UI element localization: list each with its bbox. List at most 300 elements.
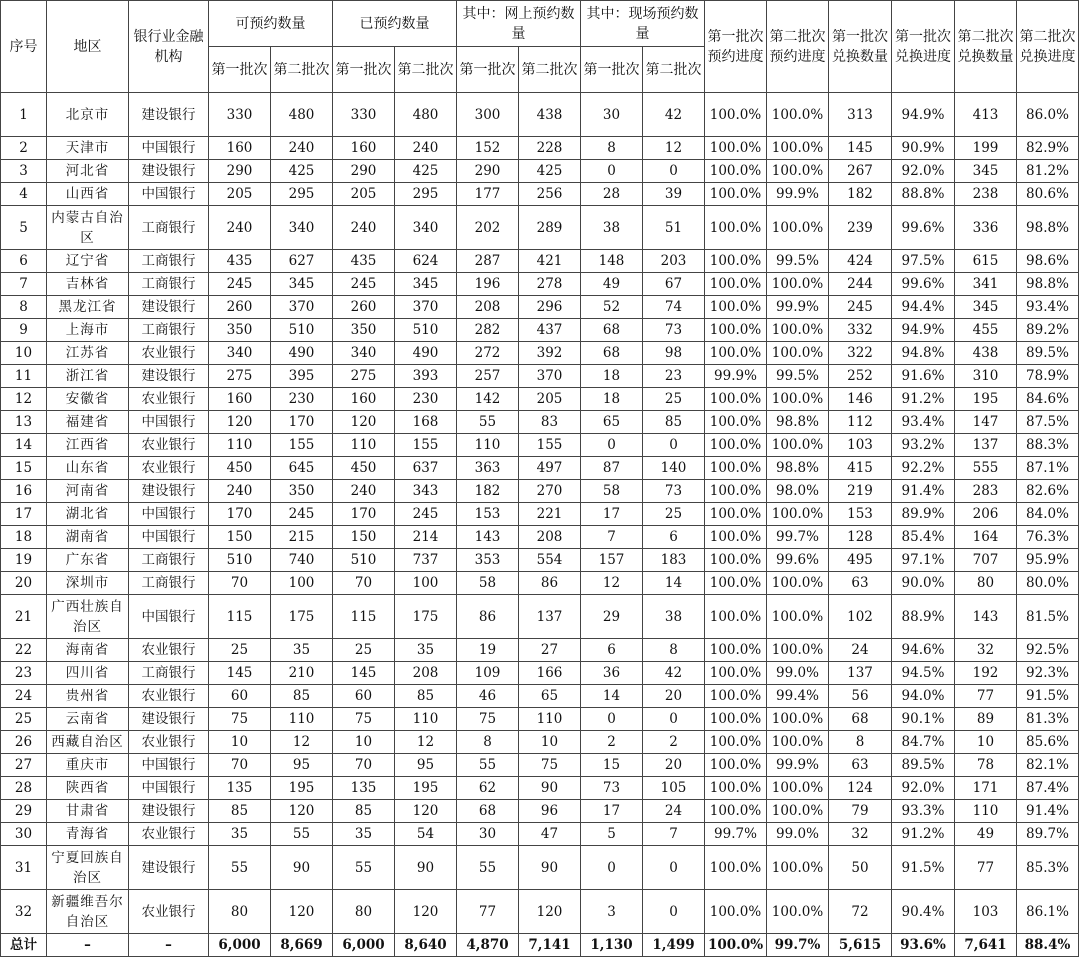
online-b1-cell: 109 — [457, 662, 519, 685]
onsite-b2-cell: 0 — [643, 708, 705, 731]
bank-cell: 农业银行 — [129, 890, 209, 934]
avail-b2-cell: 425 — [271, 160, 333, 183]
table-row — [1, 731, 1079, 754]
onsite-b2-cell: 14 — [643, 572, 705, 595]
exchange-count-b2-cell: 345 — [955, 160, 1017, 183]
exchange-progress-b1-cell: 99.6% — [892, 206, 955, 250]
bank-cell: 农业银行 — [129, 388, 209, 411]
bank-cell: 农业银行 — [129, 342, 209, 365]
region-cell: 新疆维吾尔自治区 — [47, 890, 129, 934]
exchange-count-b1-cell: 137 — [829, 662, 892, 685]
reserved-b2-cell: 295 — [395, 183, 457, 206]
reserved-b2-cell: 35 — [395, 639, 457, 662]
reserved-b2-cell: 85 — [395, 685, 457, 708]
progress-b2-cell: 99.9% — [767, 754, 829, 777]
seq-cell: 30 — [1, 823, 47, 846]
progress-b1-cell: 100.0% — [705, 296, 767, 319]
total-avail-b2-cell: 8,669 — [271, 934, 333, 957]
onsite-b1-cell: 18 — [581, 365, 643, 388]
avail-b1-cell: 55 — [209, 846, 271, 890]
total-online-b2-cell: 7,141 — [519, 934, 581, 957]
exchange-count-b1-cell: 424 — [829, 250, 892, 273]
table-row — [1, 206, 1079, 250]
seq-cell: 3 — [1, 160, 47, 183]
exchange-progress-b2-cell: 92.3% — [1017, 662, 1079, 685]
region-cell: 陕西省 — [47, 777, 129, 800]
table-row — [1, 754, 1079, 777]
header-seq: 序号 — [1, 1, 47, 93]
exchange-count-b2-cell: 438 — [955, 342, 1017, 365]
exchange-count-b2-cell: 283 — [955, 480, 1017, 503]
total-exchange-progress-b1-cell: 93.6% — [892, 934, 955, 957]
exchange-count-b1-cell: 252 — [829, 365, 892, 388]
avail-b1-cell: 110 — [209, 434, 271, 457]
onsite-b2-cell: 74 — [643, 296, 705, 319]
avail-b1-cell: 240 — [209, 480, 271, 503]
region-cell: 辽宁省 — [47, 250, 129, 273]
exchange-progress-b2-cell: 86.0% — [1017, 93, 1079, 137]
online-b1-cell: 208 — [457, 296, 519, 319]
exchange-progress-b1-cell: 91.2% — [892, 388, 955, 411]
exchange-progress-b2-cell: 87.1% — [1017, 457, 1079, 480]
avail-b1-cell: 60 — [209, 685, 271, 708]
exchange-progress-b2-cell: 91.5% — [1017, 685, 1079, 708]
reserved-b2-cell: 95 — [395, 754, 457, 777]
online-b2-cell: 421 — [519, 250, 581, 273]
reserved-b1-cell: 80 — [333, 890, 395, 934]
progress-b1-cell: 100.0% — [705, 319, 767, 342]
total-bank-cell: – — [129, 934, 209, 957]
exchange-progress-b1-cell: 92.0% — [892, 777, 955, 800]
bank-cell: 中国银行 — [129, 411, 209, 434]
bank-cell: 工商银行 — [129, 250, 209, 273]
avail-b1-cell: 275 — [209, 365, 271, 388]
seq-cell: 24 — [1, 685, 47, 708]
exchange-count-b1-cell: 56 — [829, 685, 892, 708]
bank-cell: 工商银行 — [129, 206, 209, 250]
progress-b1-cell: 100.0% — [705, 388, 767, 411]
table-row — [1, 800, 1079, 823]
reserved-b2-cell: 175 — [395, 595, 457, 639]
exchange-progress-b1-cell: 88.8% — [892, 183, 955, 206]
reserved-b1-cell: 160 — [333, 388, 395, 411]
bank-cell: 工商银行 — [129, 572, 209, 595]
exchange-count-b1-cell: 128 — [829, 526, 892, 549]
progress-b2-cell: 100.0% — [767, 890, 829, 934]
online-b1-cell: 287 — [457, 250, 519, 273]
progress-b1-cell: 100.0% — [705, 480, 767, 503]
exchange-count-b1-cell: 239 — [829, 206, 892, 250]
progress-b2-cell: 100.0% — [767, 319, 829, 342]
onsite-b2-cell: 203 — [643, 250, 705, 273]
avail-b1-cell: 170 — [209, 503, 271, 526]
progress-b1-cell: 100.0% — [705, 549, 767, 572]
region-cell: 河北省 — [47, 160, 129, 183]
region-cell: 吉林省 — [47, 273, 129, 296]
exchange-count-b2-cell: 32 — [955, 639, 1017, 662]
header-reserved: 已预约数量 — [333, 1, 457, 47]
onsite-b1-cell: 30 — [581, 93, 643, 137]
reserved-b2-cell: 425 — [395, 160, 457, 183]
table-row — [1, 434, 1079, 457]
avail-b1-cell: 245 — [209, 273, 271, 296]
seq-cell: 23 — [1, 662, 47, 685]
progress-b2-cell: 98.8% — [767, 411, 829, 434]
avail-b2-cell: 645 — [271, 457, 333, 480]
progress-b2-cell: 100.0% — [767, 503, 829, 526]
exchange-progress-b2-cell: 81.2% — [1017, 160, 1079, 183]
onsite-b2-cell: 105 — [643, 777, 705, 800]
header-batch1: 第一批次 — [209, 47, 271, 93]
seq-cell: 4 — [1, 183, 47, 206]
online-b2-cell: 27 — [519, 639, 581, 662]
avail-b2-cell: 155 — [271, 434, 333, 457]
exchange-count-b2-cell: 78 — [955, 754, 1017, 777]
avail-b2-cell: 627 — [271, 250, 333, 273]
exchange-progress-b2-cell: 80.0% — [1017, 572, 1079, 595]
seq-cell: 20 — [1, 572, 47, 595]
region-cell: 青海省 — [47, 823, 129, 846]
region-cell: 海南省 — [47, 639, 129, 662]
table-row — [1, 708, 1079, 731]
exchange-progress-b2-cell: 89.7% — [1017, 823, 1079, 846]
total-online-b1-cell: 4,870 — [457, 934, 519, 957]
table-row — [1, 480, 1079, 503]
table-row — [1, 639, 1079, 662]
online-b2-cell: 155 — [519, 434, 581, 457]
reserved-b2-cell: 343 — [395, 480, 457, 503]
total-reserved-b2-cell: 8,640 — [395, 934, 457, 957]
seq-cell: 21 — [1, 595, 47, 639]
exchange-count-b1-cell: 102 — [829, 595, 892, 639]
exchange-count-b2-cell: 49 — [955, 823, 1017, 846]
region-cell: 四川省 — [47, 662, 129, 685]
exchange-count-b2-cell: 171 — [955, 777, 1017, 800]
exchange-progress-b1-cell: 93.3% — [892, 800, 955, 823]
online-b1-cell: 19 — [457, 639, 519, 662]
online-b1-cell: 353 — [457, 549, 519, 572]
exchange-count-b2-cell: 310 — [955, 365, 1017, 388]
reserved-b1-cell: 145 — [333, 662, 395, 685]
avail-b2-cell: 395 — [271, 365, 333, 388]
progress-b1-cell: 100.0% — [705, 846, 767, 890]
onsite-b1-cell: 0 — [581, 434, 643, 457]
avail-b2-cell: 100 — [271, 572, 333, 595]
exchange-progress-b1-cell: 94.6% — [892, 639, 955, 662]
exchange-count-b2-cell: 103 — [955, 890, 1017, 934]
online-b2-cell: 256 — [519, 183, 581, 206]
exchange-progress-b2-cell: 82.6% — [1017, 480, 1079, 503]
seq-cell: 28 — [1, 777, 47, 800]
online-b2-cell: 370 — [519, 365, 581, 388]
bank-cell: 中国银行 — [129, 183, 209, 206]
bank-cell: 中国银行 — [129, 137, 209, 160]
onsite-b1-cell: 87 — [581, 457, 643, 480]
progress-b2-cell: 100.0% — [767, 388, 829, 411]
onsite-b1-cell: 68 — [581, 342, 643, 365]
region-cell: 安徽省 — [47, 388, 129, 411]
exchange-count-b2-cell: 206 — [955, 503, 1017, 526]
onsite-b1-cell: 3 — [581, 890, 643, 934]
online-b1-cell: 75 — [457, 708, 519, 731]
bank-cell: 农业银行 — [129, 457, 209, 480]
exchange-progress-b2-cell: 81.3% — [1017, 708, 1079, 731]
avail-b2-cell: 12 — [271, 731, 333, 754]
seq-cell: 31 — [1, 846, 47, 890]
online-b1-cell: 177 — [457, 183, 519, 206]
reserved-b2-cell: 120 — [395, 890, 457, 934]
seq-cell: 15 — [1, 457, 47, 480]
table-row — [1, 526, 1079, 549]
progress-b1-cell: 100.0% — [705, 890, 767, 934]
bank-cell: 农业银行 — [129, 823, 209, 846]
reserved-b1-cell: 275 — [333, 365, 395, 388]
table-row — [1, 183, 1079, 206]
exchange-count-b1-cell: 124 — [829, 777, 892, 800]
avail-b1-cell: 80 — [209, 890, 271, 934]
reserved-b1-cell: 240 — [333, 480, 395, 503]
online-b2-cell: 554 — [519, 549, 581, 572]
header-b1-exchange-count: 第一批次兑换数量 — [829, 1, 892, 93]
progress-b1-cell: 100.0% — [705, 273, 767, 296]
exchange-progress-b1-cell: 97.5% — [892, 250, 955, 273]
seq-cell: 17 — [1, 503, 47, 526]
reserved-b1-cell: 35 — [333, 823, 395, 846]
bank-cell: 建设银行 — [129, 160, 209, 183]
onsite-b1-cell: 7 — [581, 526, 643, 549]
onsite-b1-cell: 0 — [581, 846, 643, 890]
avail-b1-cell: 75 — [209, 708, 271, 731]
exchange-progress-b1-cell: 91.2% — [892, 823, 955, 846]
onsite-b1-cell: 52 — [581, 296, 643, 319]
table-row — [1, 890, 1079, 934]
avail-b2-cell: 195 — [271, 777, 333, 800]
bank-cell: 中国银行 — [129, 595, 209, 639]
avail-b1-cell: 340 — [209, 342, 271, 365]
reserved-b1-cell: 10 — [333, 731, 395, 754]
online-b2-cell: 296 — [519, 296, 581, 319]
header-batch2: 第二批次 — [395, 47, 457, 93]
region-cell: 广东省 — [47, 549, 129, 572]
exchange-count-b2-cell: 77 — [955, 685, 1017, 708]
table-row — [1, 823, 1079, 846]
onsite-b1-cell: 65 — [581, 411, 643, 434]
exchange-count-b2-cell: 110 — [955, 800, 1017, 823]
progress-b2-cell: 99.5% — [767, 250, 829, 273]
onsite-b2-cell: 25 — [643, 388, 705, 411]
exchange-progress-b1-cell: 90.0% — [892, 572, 955, 595]
avail-b2-cell: 90 — [271, 846, 333, 890]
reserved-b2-cell: 54 — [395, 823, 457, 846]
reserved-b1-cell: 205 — [333, 183, 395, 206]
region-cell: 江西省 — [47, 434, 129, 457]
exchange-progress-b2-cell: 76.3% — [1017, 526, 1079, 549]
onsite-b1-cell: 68 — [581, 319, 643, 342]
avail-b2-cell: 215 — [271, 526, 333, 549]
exchange-progress-b2-cell: 91.4% — [1017, 800, 1079, 823]
avail-b2-cell: 55 — [271, 823, 333, 846]
reserved-b2-cell: 195 — [395, 777, 457, 800]
progress-b1-cell: 100.0% — [705, 183, 767, 206]
header-b2-exchange-count: 第二批次兑换数量 — [955, 1, 1017, 93]
exchange-count-b1-cell: 32 — [829, 823, 892, 846]
exchange-progress-b1-cell: 92.2% — [892, 457, 955, 480]
bank-cell: 工商银行 — [129, 549, 209, 572]
seq-cell: 2 — [1, 137, 47, 160]
avail-b1-cell: 10 — [209, 731, 271, 754]
online-b2-cell: 120 — [519, 890, 581, 934]
exchange-progress-b2-cell: 88.3% — [1017, 434, 1079, 457]
region-cell: 西藏自治区 — [47, 731, 129, 754]
exchange-progress-b1-cell: 88.9% — [892, 595, 955, 639]
onsite-b2-cell: 25 — [643, 503, 705, 526]
avail-b1-cell: 205 — [209, 183, 271, 206]
reserved-b2-cell: 90 — [395, 846, 457, 890]
exchange-progress-b2-cell: 89.5% — [1017, 342, 1079, 365]
total-onsite-b1-cell: 1,130 — [581, 934, 643, 957]
header-b2-exchange-progress: 第二批次兑换进度 — [1017, 1, 1079, 93]
avail-b2-cell: 175 — [271, 595, 333, 639]
bank-cell: 工商银行 — [129, 319, 209, 342]
exchange-count-b1-cell: 103 — [829, 434, 892, 457]
progress-b1-cell: 100.0% — [705, 662, 767, 685]
reserved-b1-cell: 120 — [333, 411, 395, 434]
progress-b1-cell: 100.0% — [705, 342, 767, 365]
online-b1-cell: 62 — [457, 777, 519, 800]
exchange-progress-b2-cell: 89.2% — [1017, 319, 1079, 342]
exchange-progress-b1-cell: 89.5% — [892, 754, 955, 777]
region-cell: 福建省 — [47, 411, 129, 434]
online-b1-cell: 196 — [457, 273, 519, 296]
online-b2-cell: 425 — [519, 160, 581, 183]
reserved-b1-cell: 260 — [333, 296, 395, 319]
avail-b1-cell: 290 — [209, 160, 271, 183]
total-progress-b1-cell: 100.0% — [705, 934, 767, 957]
avail-b2-cell: 370 — [271, 296, 333, 319]
exchange-count-b2-cell: 555 — [955, 457, 1017, 480]
exchange-progress-b1-cell: 97.1% — [892, 549, 955, 572]
total-exchange-count-b1-cell: 5,615 — [829, 934, 892, 957]
onsite-b1-cell: 5 — [581, 823, 643, 846]
seq-cell: 25 — [1, 708, 47, 731]
avail-b2-cell: 245 — [271, 503, 333, 526]
progress-b2-cell: 99.7% — [767, 526, 829, 549]
onsite-b2-cell: 42 — [643, 662, 705, 685]
progress-b1-cell: 100.0% — [705, 93, 767, 137]
bank-cell: 建设银行 — [129, 480, 209, 503]
progress-b1-cell: 100.0% — [705, 685, 767, 708]
total-exchange-count-b2-cell: 7,641 — [955, 934, 1017, 957]
onsite-b2-cell: 8 — [643, 639, 705, 662]
region-cell: 湖北省 — [47, 503, 129, 526]
onsite-b1-cell: 15 — [581, 754, 643, 777]
online-b1-cell: 300 — [457, 93, 519, 137]
avail-b1-cell: 330 — [209, 93, 271, 137]
progress-b1-cell: 100.0% — [705, 526, 767, 549]
seq-cell: 8 — [1, 296, 47, 319]
reserved-b2-cell: 120 — [395, 800, 457, 823]
reserved-b2-cell: 230 — [395, 388, 457, 411]
header-onsite: 其中：现场预约数量 — [581, 1, 705, 47]
exchange-count-b1-cell: 245 — [829, 296, 892, 319]
online-b2-cell: 96 — [519, 800, 581, 823]
table-row — [1, 595, 1079, 639]
avail-b2-cell: 240 — [271, 137, 333, 160]
online-b1-cell: 290 — [457, 160, 519, 183]
region-cell: 湖南省 — [47, 526, 129, 549]
exchange-count-b2-cell: 238 — [955, 183, 1017, 206]
online-b1-cell: 272 — [457, 342, 519, 365]
onsite-b1-cell: 14 — [581, 685, 643, 708]
online-b1-cell: 8 — [457, 731, 519, 754]
seq-cell: 10 — [1, 342, 47, 365]
exchange-count-b1-cell: 8 — [829, 731, 892, 754]
exchange-progress-b2-cell: 95.9% — [1017, 549, 1079, 572]
total-seq-cell: 总计 — [1, 934, 47, 957]
table-row — [1, 273, 1079, 296]
reserved-b1-cell: 60 — [333, 685, 395, 708]
onsite-b2-cell: 24 — [643, 800, 705, 823]
onsite-b2-cell: 0 — [643, 846, 705, 890]
progress-b1-cell: 99.7% — [705, 823, 767, 846]
exchange-progress-b1-cell: 94.9% — [892, 93, 955, 137]
reserved-b2-cell: 490 — [395, 342, 457, 365]
total-progress-b2-cell: 99.7% — [767, 934, 829, 957]
exchange-count-b1-cell: 50 — [829, 846, 892, 890]
onsite-b2-cell: 2 — [643, 731, 705, 754]
onsite-b2-cell: 20 — [643, 685, 705, 708]
header-batch1: 第一批次 — [457, 47, 519, 93]
reserved-b2-cell: 637 — [395, 457, 457, 480]
seq-cell: 13 — [1, 411, 47, 434]
exchange-progress-b1-cell: 85.4% — [892, 526, 955, 549]
onsite-b2-cell: 6 — [643, 526, 705, 549]
table-row — [1, 549, 1079, 572]
progress-b2-cell: 100.0% — [767, 708, 829, 731]
bank-cell: 中国银行 — [129, 777, 209, 800]
online-b2-cell: 270 — [519, 480, 581, 503]
online-b2-cell: 437 — [519, 319, 581, 342]
reserved-b1-cell: 150 — [333, 526, 395, 549]
online-b2-cell: 86 — [519, 572, 581, 595]
reserved-b1-cell: 510 — [333, 549, 395, 572]
online-b1-cell: 58 — [457, 572, 519, 595]
progress-b2-cell: 100.0% — [767, 434, 829, 457]
header-row-1 — [1, 1, 1079, 47]
reserved-b1-cell: 70 — [333, 754, 395, 777]
header-bank: 银行业金融机构 — [129, 1, 209, 93]
progress-b2-cell: 100.0% — [767, 93, 829, 137]
total-exchange-progress-b2-cell: 88.4% — [1017, 934, 1079, 957]
onsite-b2-cell: 20 — [643, 754, 705, 777]
onsite-b1-cell: 73 — [581, 777, 643, 800]
onsite-b1-cell: 17 — [581, 800, 643, 823]
reserved-b1-cell: 75 — [333, 708, 395, 731]
progress-b2-cell: 98.8% — [767, 457, 829, 480]
exchange-count-b2-cell: 455 — [955, 319, 1017, 342]
progress-b1-cell: 100.0% — [705, 457, 767, 480]
progress-b2-cell: 100.0% — [767, 846, 829, 890]
bank-cell: 建设银行 — [129, 846, 209, 890]
avail-b2-cell: 510 — [271, 319, 333, 342]
avail-b2-cell: 110 — [271, 708, 333, 731]
exchange-progress-b1-cell: 89.9% — [892, 503, 955, 526]
seq-cell: 32 — [1, 890, 47, 934]
exchange-progress-b2-cell: 85.3% — [1017, 846, 1079, 890]
bank-cell: 工商银行 — [129, 662, 209, 685]
avail-b2-cell: 350 — [271, 480, 333, 503]
exchange-count-b1-cell: 219 — [829, 480, 892, 503]
